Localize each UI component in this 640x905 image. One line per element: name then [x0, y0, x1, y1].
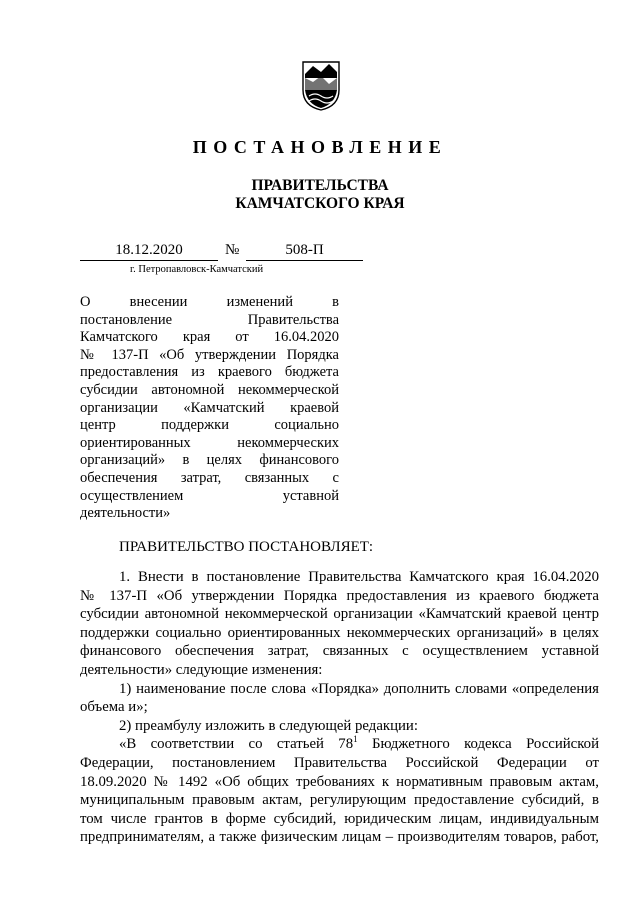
body-line: субсидии автономной некоммерческой организации «Камчатский краевой центр	[80, 606, 599, 623]
body-text	[80, 568, 599, 847]
document-number: 508-П	[246, 241, 363, 261]
title-line: № 137-П «Об утверждении Порядка	[80, 346, 339, 363]
body-line: Федерации, постановлением Правительства Российской Федерации от	[80, 754, 599, 771]
number-sign: №	[225, 242, 240, 258]
body-line: предпринимателям, а также физическим лицам – производителям товаров, работ,	[80, 829, 599, 846]
emblem-icon	[301, 60, 341, 112]
body-line: № 137-П «Об утверждении Порядка предоставления из краевого бюджета	[80, 587, 599, 604]
body-line: финансового обеспечения затрат, связанных с осуществлением уставной	[80, 643, 599, 660]
body-line: поддержки социально ориентированных некоммерческих организаций» в целях	[80, 624, 599, 641]
title-line: организации «Камчатский краевой	[80, 399, 339, 416]
document-type: ПОСТАНОВЛЕНИЕ	[192, 137, 448, 157]
document-title	[80, 294, 339, 523]
body-line: 18.09.2020 № 1492 «Об общих требованиях к нормативным правовым актам,	[80, 773, 599, 790]
issuer-line-2: КАМЧАТСКОГО КРАЯ	[235, 195, 405, 212]
title-line: субсидии автономной некоммерческой	[80, 381, 339, 398]
document-date: 18.12.2020	[80, 241, 218, 261]
title-line: обеспечения затрат, связанных с	[80, 469, 339, 486]
body-line: деятельности» следующие изменения:	[80, 661, 323, 678]
title-line: предоставления из краевого бюджета	[80, 364, 339, 381]
title-line: постановление Правительства	[80, 311, 339, 328]
body-line-head: «В соответствии со статьей 78	[119, 736, 354, 753]
body-line: том числе грантов в форме субсидий, юридическим лицам, индивидуальным	[80, 810, 599, 827]
title-line: Камчатского края от 16.04.2020	[80, 329, 339, 346]
title-line: ориентированных некоммерческих	[80, 434, 339, 451]
body-line: 1. Внести в постановление Правительства Камчатского края 16.04.2020	[119, 569, 599, 585]
issuer-line-1: ПРАВИТЕЛЬСТВА	[251, 177, 389, 194]
body-line: 2) преамбулу изложить в следующей редакции:	[119, 717, 418, 734]
decree-heading: ПРАВИТЕЛЬСТВО ПОСТАНОВЛЯЕТ:	[119, 539, 374, 555]
body-line-tail: Бюджетного кодекса Российской	[357, 736, 599, 753]
city-name: г. Петропавловск-Камчатский	[130, 264, 264, 275]
body-line	[80, 735, 599, 754]
body-line: муниципальным правовым актам, регулирующим предоставление субсидий, в	[80, 792, 599, 809]
footnote-superscript: 1	[353, 734, 358, 745]
title-line: деятельности»	[80, 505, 171, 522]
title-line: организаций» в целях финансового	[80, 452, 339, 469]
title-line: осуществлением уставной	[80, 487, 339, 504]
body-line: 1) наименование после слова «Порядка» дополнить словами «определения	[119, 680, 599, 697]
body-line: объема и»;	[80, 699, 148, 716]
title-line: центр поддержки социально	[80, 417, 339, 434]
title-line: О внесении изменений в	[80, 294, 339, 310]
